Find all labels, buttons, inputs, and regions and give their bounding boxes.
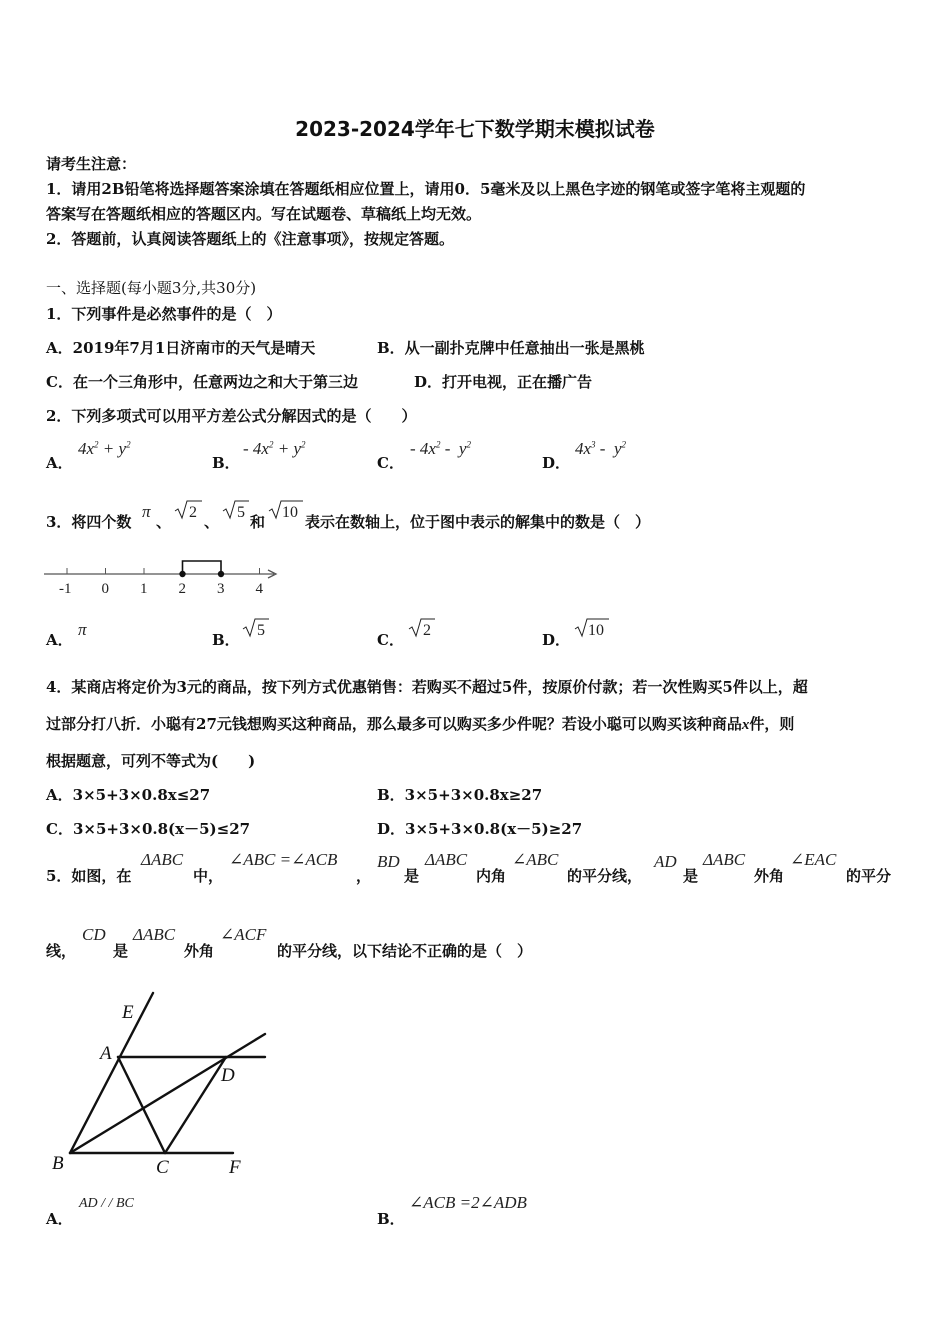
q4-option-a: A．3×5+3×0.8x≤27 <box>46 786 211 804</box>
q3-option-a-label: A． <box>46 631 73 649</box>
q4-line1: 4．某商店将定价为3元的商品，按下列方式优惠销售：若购买不超过5件，按原价付款；若一次性购买5件以上，超 <box>46 678 808 696</box>
svg-text:5: 5 <box>237 504 245 521</box>
q2-option-b-expr: - $4x^2 + y^2$ <box>243 439 306 458</box>
notice-line2: 2．答题前，认真阅读答题纸上的《注意事项》，按规定答题。 <box>46 230 454 248</box>
q3-option-c-expr <box>408 617 436 639</box>
q5-option-a-expr: AD / / BC <box>79 1196 134 1211</box>
q5-text-6: 的平分线， <box>567 867 643 885</box>
q2-option-b-label: B． <box>212 454 240 472</box>
q3-stem-a: 3．将四个数 <box>46 513 132 531</box>
q2-stem: 2．下列多项式可以用平方差公式分解因式的是（ ） <box>46 407 417 425</box>
label-a: A <box>100 1043 112 1064</box>
section-heading: 一、选择题(每小题3分,共30分) <box>46 279 257 297</box>
q2-option-a-label: A． <box>46 454 73 472</box>
q2-option-d-expr: $4x^3 - y^2$ <box>575 439 627 458</box>
q5-option-b-label: B． <box>377 1210 405 1228</box>
q3-sep2: 、 <box>204 513 220 531</box>
q3-option-a-expr: π <box>78 620 87 639</box>
line-cd <box>165 1057 226 1153</box>
svg-text:2: 2 <box>189 504 197 521</box>
q5-math-eq: ∠ABC =∠ACB <box>229 850 338 869</box>
q3-sqrt10 <box>268 499 304 521</box>
q3-sep1: 、 <box>156 513 172 531</box>
q5-text-11: 是 <box>113 942 129 960</box>
svg-text:2: 2 <box>423 622 431 639</box>
q5-geometry-figure <box>40 985 280 1185</box>
q5-text-10: 线， <box>46 942 77 960</box>
q1-option-a: A．2019年7月1日济南市的天气是晴天 <box>46 339 316 357</box>
q5-math-tri: ΔABC <box>141 850 184 869</box>
q4-option-c: C．3×5+3×0.8(x－5)≤27 <box>46 820 251 838</box>
q5-text-7: 是 <box>683 867 699 885</box>
q5-math-bd: BD <box>377 852 400 871</box>
label-c: C <box>156 1157 169 1178</box>
q3-option-b-expr <box>242 617 270 639</box>
axis-tick-label: 1 <box>140 581 148 597</box>
axis-tick-label: 3 <box>217 581 225 597</box>
q3-option-b-label: B． <box>212 631 240 649</box>
axis-tick-label: 2 <box>178 581 186 597</box>
q5-text-5: 内角 <box>476 867 507 885</box>
q5-math-tri-4: ΔABC <box>133 925 176 944</box>
q3-stem-b: 表示在数轴上，位于图中表示的解集中的数是（ ） <box>305 513 651 531</box>
label-f: F <box>229 1157 241 1178</box>
q4-line2: 过部分打八折．小聪有27元钱想购买这种商品，那么最多可以购买多少件呢？若设小聪可以购买该种商品x件，则 <box>46 715 795 733</box>
q1-option-c: C．在一个三角形中，任意两边之和大于第三边 <box>46 373 358 391</box>
q5-math-acf: ∠ACF <box>220 925 267 944</box>
q2-option-c-label: C． <box>377 454 404 472</box>
q4-line3: 根据题意，可列不等式为( ) <box>46 752 256 770</box>
svg-text:5: 5 <box>257 622 265 639</box>
q5-math-eac: ∠EAC <box>790 850 837 869</box>
q4-option-b: B．3×5+3×0.8x≥27 <box>377 786 543 804</box>
axis-tick-label: 0 <box>101 581 109 597</box>
q5-text-13: 的平分线，以下结论不正确的是（ ） <box>277 942 533 960</box>
q5-text-4: 是 <box>404 867 420 885</box>
label-b: B <box>52 1153 64 1174</box>
q5-option-a-label: A． <box>46 1210 73 1228</box>
q4-option-d: D．3×5+3×0.8(x－5)≥27 <box>377 820 583 838</box>
q5-option-b-expr: ∠ACB =2∠ADB <box>409 1193 527 1212</box>
q5-math-ad: AD <box>654 852 677 871</box>
notice-line1: 1．请用2B铅笔将选择题答案涂填在答题纸相应位置上，请用0．5毫米及以上黑色字迹的钢笔或签字笔将主观题的 <box>46 180 806 198</box>
q1-stem: 1．下列事件是必然事件的是（ ） <box>46 305 282 323</box>
interval-start-dot <box>179 571 185 577</box>
q5-math-tri-3: ΔABC <box>703 850 746 869</box>
q5-text-1: 5．如图，在 <box>46 867 132 885</box>
label-d: D <box>221 1065 235 1086</box>
q5-text-8: 外角 <box>754 867 785 885</box>
q5-math-tri-2: ΔABC <box>425 850 468 869</box>
q3-number-line <box>40 552 290 600</box>
interval-end-dot <box>218 571 224 577</box>
svg-text:10: 10 <box>282 504 298 521</box>
q3-option-d-label: D． <box>542 631 571 649</box>
notice-line1b: 答案写在答题纸相应的答题区内。写在试题卷、草稿纸上均无效。 <box>46 205 482 223</box>
q3-sqrt5 <box>222 499 250 521</box>
q1-option-d: D．打开电视，正在播广告 <box>414 373 593 391</box>
page-title: 2023-2024学年七下数学期末模拟试卷 <box>295 117 655 141</box>
svg-text:10: 10 <box>588 622 604 639</box>
q2-option-d-label: D． <box>542 454 571 472</box>
line-ac <box>118 1057 165 1153</box>
q5-text-9: 的平分 <box>846 867 892 885</box>
q3-and: 和 <box>250 513 266 531</box>
q3-pi: π <box>142 502 151 521</box>
q2-option-c-expr: - $4x^2 - y^2$ <box>410 439 471 458</box>
label-e: E <box>122 1002 134 1023</box>
q2-option-a-expr: $4x^2 + y^2$ <box>78 439 131 458</box>
q5-text-3: ， <box>356 867 372 885</box>
q1-option-b: B．从一副扑克牌中任意抽出一张是黑桃 <box>377 339 645 357</box>
q5-text-2: 中， <box>193 867 224 885</box>
q5-math-abc: ∠ABC <box>512 850 559 869</box>
q3-option-d-expr <box>574 617 610 639</box>
q3-sqrt2 <box>174 499 204 521</box>
axis-tick-label: -1 <box>59 581 72 597</box>
solution-interval-bracket <box>183 561 222 574</box>
q5-math-cd: CD <box>82 925 106 944</box>
q5-text-12: 外角 <box>184 942 215 960</box>
notice-heading: 请考生注意： <box>46 155 137 173</box>
q3-option-c-label: C． <box>377 631 404 649</box>
axis-tick-label: 4 <box>255 581 263 597</box>
